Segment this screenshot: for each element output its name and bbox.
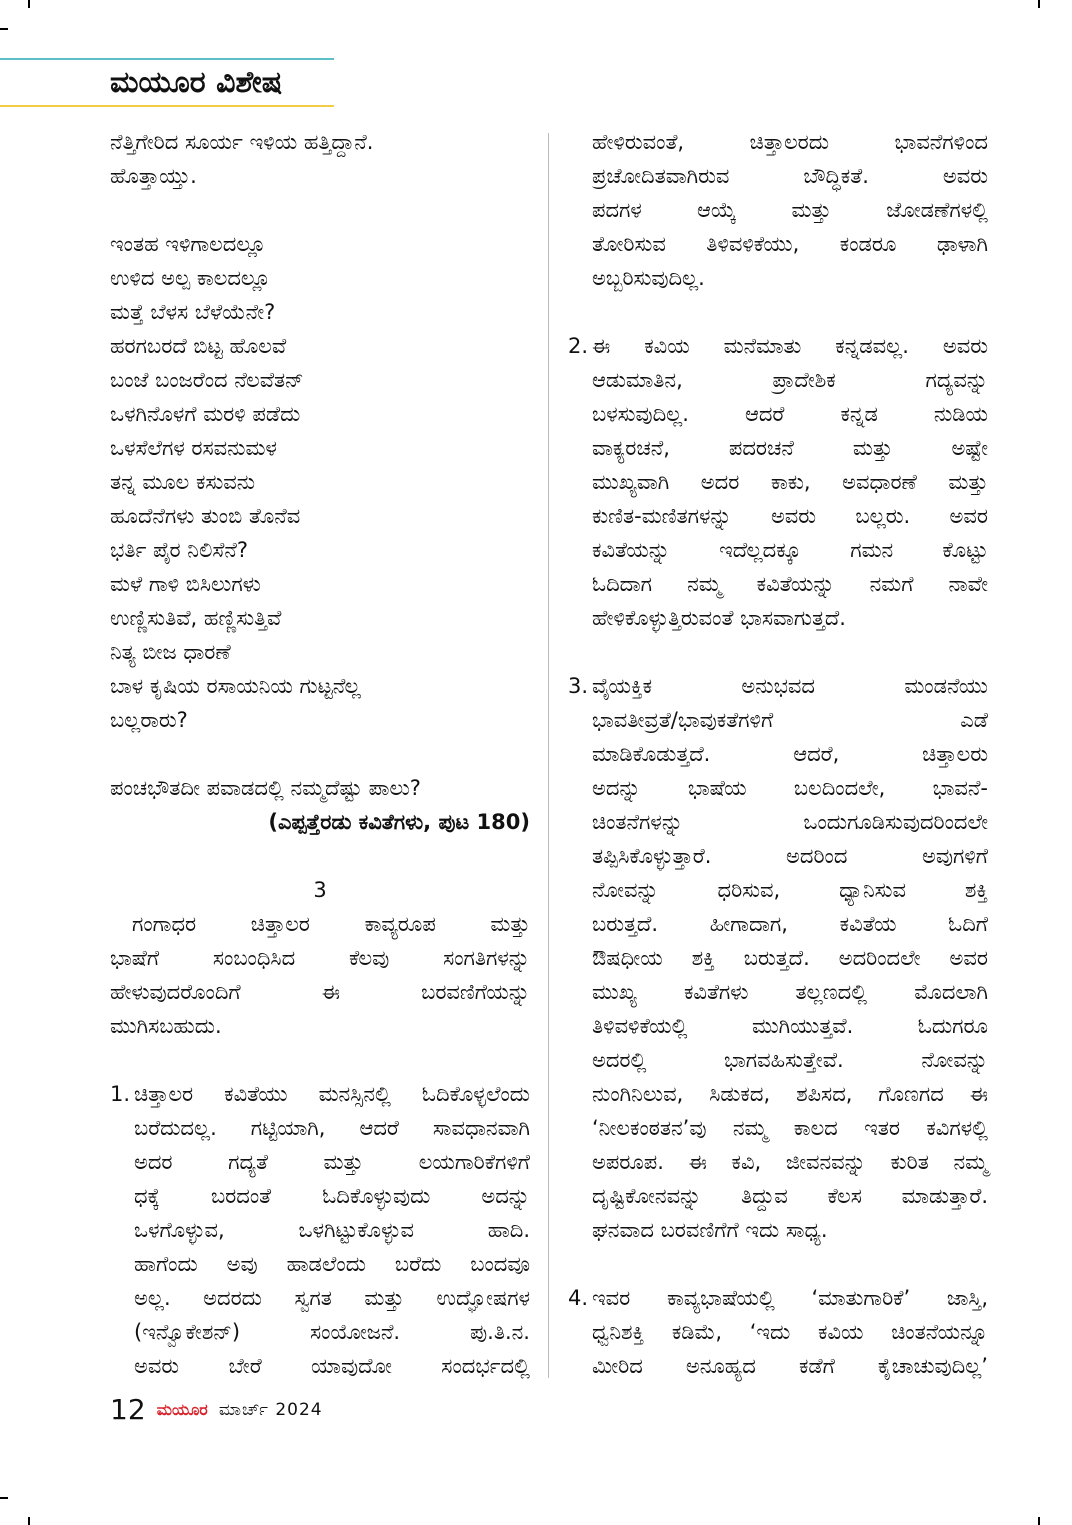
crop-mark [1038,1517,1040,1525]
text-line: ಒಳಗೊಳ್ಳುವ, ಒಳಗಿಟ್ಟುಕೊಳ್ಳುವ ಹಾದಿ. [134,1218,530,1242]
text-line: ‘ನೀಲಕಂಠತನ’ವು ನಮ್ಮ ಕಾಲದ ಇತರ ಕವಿಗಳಲ್ಲಿ [592,1116,988,1140]
text-line: ಕುಣಿತ-ಮಣಿತಗಳನ್ನು ಅವರು ಬಲ್ಲರು. ಅವರ [592,504,988,528]
text-line: ಭರ್ತಿ ಪೈರ ನಿಲಿಸೆನೆ? [110,538,249,562]
text-line: ಇಂತಹ ಇಳಿಗಾಲದಲ್ಲೂ [110,232,266,256]
point-number: 3. [568,674,589,698]
text-line: ಮತ್ತೆ ಬೆಳಸ ಬೆಳೆಯೆನೇ? [110,300,276,324]
text-line: ಮುಖ್ಯ ಕವಿತೆಗಳು ತಲ್ಲಣದಲ್ಲಿ ಮೊದಲಾಗಿ [592,980,988,1004]
text-line: ಒಳಗಿನೊಳಗೆ ಮರಳಿ ಪಡೆದು [110,402,301,426]
text-line: ಚಿತ್ತಾಲರ ಕವಿತೆಯು ಮನಸ್ಸಿನಲ್ಲಿ ಓದಿಕೊಳ್ಳಲೆಂದು [134,1082,530,1106]
text-line: ಮುಗಿಸಬಹುದು. [110,1014,222,1038]
point-4-text [592,1281,988,1383]
issue-date: ಮಾರ್ಚ್ 2024 [218,1400,323,1420]
poem-citation: (ಎಪ್ಪತ್ತೆರಡು ಕವಿತೆಗಳು, ಪುಟ 180) [268,810,530,834]
text-line: ಪದಗಳ ಆಯ್ಕೆ ಮತ್ತು ಜೋಡಣೆಗಳಲ್ಲಿ [592,198,988,222]
text-line: ಮೀರಿದ ಅನೂಹ್ಯದ ಕಡೆಗೆ ಕೈಚಾಚುವುದಿಲ್ಲ’ [592,1354,988,1378]
text-line: ಇವರ ಕಾವ್ಯಭಾಷೆಯಲ್ಲಿ ‘ಮಾತುಗಾರಿಕೆ’ ಜಾಸ್ತಿ, [592,1286,988,1310]
header-rule-top [0,58,334,60]
text-line: ಧ್ವನಿಶಕ್ತಿ ಕಡಿಮೆ, ‘ಇದು ಕವಿಯ ಚಿಂತನೆಯನ್ನೂ [592,1320,988,1344]
text-line: ಹೇಳುವುದರೊಂದಿಗೆ ಈ ಬರವಣಿಗೆಯನ್ನು [110,980,530,1004]
point-1 [110,1077,530,1383]
text-line: ಮುಖ್ಯವಾಗಿ ಅದರ ಕಾಕು, ಅವಧಾರಣೆ ಮತ್ತು [592,470,988,494]
spacer [568,295,988,329]
magazine-brand: ಮಯೂರ [156,1400,208,1419]
point-1-continued [568,125,988,295]
text-line: ಬರೆದುದಲ್ಲ. ಗಟ್ಟಿಯಾಗಿ, ಆದರೆ ಸಾವಧಾನವಾಗಿ [134,1116,530,1140]
point-1-text [134,1077,530,1383]
text-line: ಉಣ್ಣಿಸುತಿವೆ, ಹಣ್ಣಿಸುತ್ತಿವೆ [110,606,282,630]
section-number: 3 [313,878,327,902]
text-line: ಹೊತ್ತಾಯ್ತು. [110,164,197,188]
point-number: 2. [568,334,589,358]
intro-paragraph-rest [110,941,530,1043]
text-line: ಹೇಳಿಕೊಳ್ಳುತ್ತಿರುವಂತೆ ಭಾಸವಾಗುತ್ತದೆ. [592,606,846,630]
text-line: ಆಡುಮಾತಿನ, ಪ್ರಾದೇಶಿಕ ಗದ್ಯವನ್ನು [592,368,988,392]
text-line: ಅಬ್ಬರಿಸುವುದಿಲ್ಲ. [592,266,705,290]
spacer [568,1247,988,1281]
text-line: ವಾಕ್ಯರಚನೆ, ಪದರಚನೆ ಮತ್ತು ಅಷ್ಟೇ [592,436,988,460]
page-number: 12 [110,1393,146,1426]
text-line: ಉಳಿದ ಅಲ್ಪ ಕಾಲದಲ್ಲೂ [110,266,271,290]
text-line: ಪ್ರಚೋದಿತವಾಗಿರುವ ಬೌದ್ಧಿಕತೆ. ಅವರು [592,164,988,188]
text-line [110,737,530,771]
text-line: ದೃಷ್ಟಿಕೋನವನ್ನು ತಿದ್ದುವ ಕೆಲಸ ಮಾಡುತ್ತಾರೆ. [592,1184,988,1208]
text-line: ಕವಿತೆಯನ್ನು ಇದೆಲ್ಲದಕ್ಕೂ ಗಮನ ಕೊಟ್ಟು [592,538,988,562]
left-column [110,125,530,1383]
text-line: ವೈಯಕ್ತಿಕ ಅನುಭವದ ಮಂಡನೆಯು [592,674,988,698]
poem-stanza [110,125,530,805]
crop-mark [0,1497,8,1499]
text-line: ನೆತ್ತಿಗೇರಿದ ಸೂರ್ಯ ಇಳಿಯ ಹತ್ತಿದ್ದಾನೆ. [110,130,374,154]
text-line: (ಇನ್ವೊಕೇಶನ್) ಸಂಯೋಜನೆ. ಪು.ತಿ.ನ. [134,1320,530,1344]
crop-mark [0,28,8,30]
text-line: ಹೇಳಿರುವಂತೆ, ಚಿತ್ತಾಲರದು ಭಾವನೆಗಳಿಂದ [592,130,988,154]
text-line: ನಿತ್ಯ ಬೀಜ ಧಾರಣೆ [110,640,231,664]
text-line: ಔಷಧೀಯ ಶಕ್ತಿ ಬರುತ್ತದೆ. ಅದರಿಂದಲೇ ಅವರ [592,946,988,970]
text-line: ಭಾಷೆಗೆ ಸಂಬಂಧಿಸಿದ ಕೆಲವು ಸಂಗತಿಗಳನ್ನು [110,946,530,970]
point-4 [568,1281,988,1383]
text-line: ಹಾಗೆಂದು ಅವು ಹಾಡಲೆಂದು ಬರೆದು ಬಂದವೂ [134,1252,530,1276]
crop-mark [1038,0,1040,8]
text-line: ಹೂದೆನೆಗಳು ತುಂಬಿ ತೊನೆವ [110,504,301,528]
text-line: ಮಳೆ ಗಾಳಿ ಬಿಸಿಲುಗಳು [110,572,261,596]
point-number: 1. [110,1082,131,1106]
text-line: ತಪ್ಪಿಸಿಕೊಳ್ಳುತ್ತಾರೆ. ಅದರಿಂದ ಅವುಗಳಿಗೆ [592,844,988,868]
text-line: ಅಪರೂಪ. ಈ ಕವಿ, ಜೀವನವನ್ನು ಕುರಿತ ನಮ್ಮ [592,1150,988,1174]
text-line: ಚಿಂತನೆಗಳನ್ನು ಒಂದುಗೂಡಿಸುವುದರಿಂದಲೇ [592,810,988,834]
text-line: ಅದರ ಗದ್ಯತೆ ಮತ್ತು ಲಯಗಾರಿಕೆಗಳಿಗೆ [134,1150,530,1174]
crop-mark [28,1517,30,1525]
text-line: ಅದರಲ್ಲಿ ಭಾಗವಹಿಸುತ್ತೇವೆ. ನೋವನ್ನು [592,1048,988,1072]
point-2 [568,329,988,635]
text-line: ಬಲ್ಲರಾರು? [110,708,188,732]
text-line: ಓದಿದಾಗ ನಮ್ಮ ಕವಿತೆಯನ್ನು ನಮಗೆ ನಾವೇ [592,572,988,596]
text-line: ಅವರು ಬೇರೆ ಯಾವುದೋ ಸಂದರ್ಭದಲ್ಲಿ [134,1354,530,1378]
crop-mark [28,0,30,8]
section-title: ಮಯೂರ ವಿಶೇಷ [110,65,283,100]
text-line [110,193,530,227]
text-line: ಈ ಕವಿಯ ಮನೆಮಾತು ಕನ್ನಡವಲ್ಲ. ಅವರು [592,334,988,358]
text-line: ಒಳಸೆಲೆಗಳ ರಸವನುಮಳ [110,436,277,460]
text-line: ತಿಳಿವಳಿಕೆಯಲ್ಲಿ ಮುಗಿಯುತ್ತವೆ. ಓದುಗರೂ [592,1014,988,1038]
text-line: ನುಂಗಿನಿಲುವ, ಸಿಡುಕದ, ಶಪಿಸದ, ಗೊಣಗದ ಈ [592,1082,988,1106]
text-line: ತೋರಿಸುವ ತಿಳಿವಳಿಕೆಯು, ಕಂಡರೂ ಢಾಳಾಗಿ [592,232,988,256]
text-line: ತನ್ನ ಮೂಲ ಕಸುವನು [110,470,256,494]
right-column [568,125,988,1383]
text-line: ಪಂಚಭೌತದೀ ಪವಾಡದಲ್ಲಿ ನಮ್ಮದೆಷ್ಟು ಪಾಲು? [110,776,421,800]
text-line: ಗಂಗಾಧರ ಚಿತ್ತಾಲರ ಕಾವ್ಯರೂಪ ಮತ್ತು [132,912,530,936]
point-2-text [592,329,988,635]
point-3 [568,669,988,1247]
text-line: ಭಾವತೀವ್ರತೆ/ಭಾವುಕತೆಗಳಿಗೆ ಎಡೆ [592,708,988,732]
text-line: ಧಕ್ಕೆ ಬರದಂತೆ ಓದಿಕೊಳ್ಳುವುದು ಅದನ್ನು [134,1184,530,1208]
spacer [110,1043,530,1077]
point-number: 4. [568,1286,589,1310]
text-line: ಬಾಳ ಕೃಷಿಯ ರಸಾಯನಿಯ ಗುಟ್ಟನೆಲ್ಲ [110,674,361,698]
text-line: ಹರಗಬರದೆ ಬಿಟ್ಟ ಹೊಲವೆ [110,334,287,358]
intro-paragraph [110,907,530,941]
text-line: ಘನವಾದ ಬರವಣಿಗೆಗೆ ಇದು ಸಾಧ್ಯ. [592,1218,828,1242]
text-line: ಬಳಸುವುದಿಲ್ಲ. ಆದರೆ ಕನ್ನಡ ನುಡಿಯ [592,402,988,426]
page-footer [110,1393,323,1427]
spacer [568,635,988,669]
text-line: ಬರುತ್ತದೆ. ಹೀಗಾದಾಗ, ಕವಿತೆಯ ಓದಿಗೆ [592,912,988,936]
text-line: ಮಾಡಿಕೊಡುತ್ತದೆ. ಆದರೆ, ಚಿತ್ತಾಲರು [592,742,988,766]
spacer [110,839,530,873]
text-line: ಬಂಜೆ ಬಂಜರೆಂದ ನೆಲವೆತನ್ [110,368,304,392]
text-line: ನೋವನ್ನು ಧರಿಸುವ, ಧ್ಯಾನಿಸುವ ಶಕ್ತಿ [592,878,988,902]
header-rule-bottom [0,105,334,107]
point-3-text [592,669,988,1247]
column-divider [548,133,549,1378]
text-line: ಅದನ್ನು ಭಾಷೆಯ ಬಲದಿಂದಲೇ, ಭಾವನೆ- [592,776,988,800]
text-line: ಅಲ್ಲ. ಅದರದು ಸ್ವಗತ ಮತ್ತು ಉದ್ಘೋಷಗಳ [134,1286,530,1310]
